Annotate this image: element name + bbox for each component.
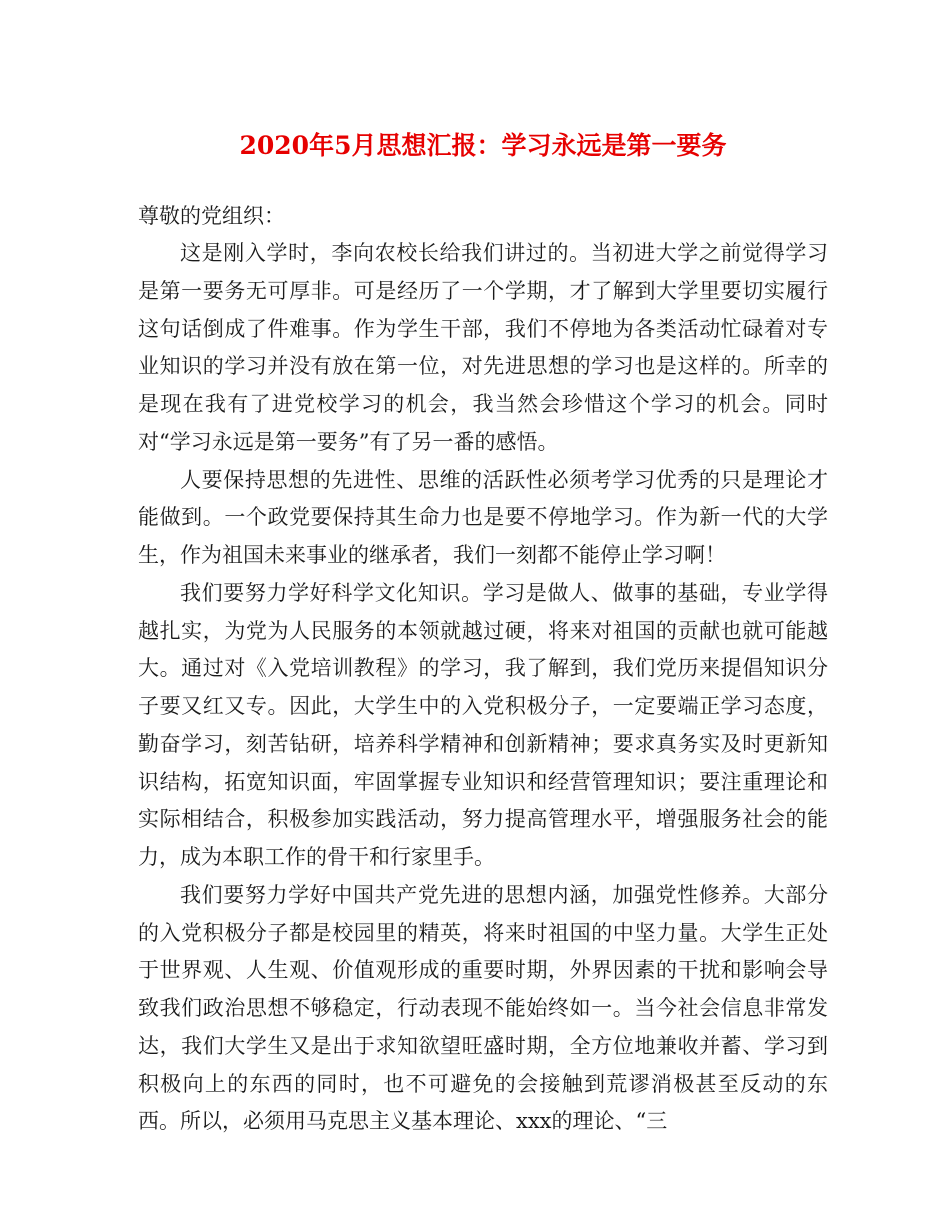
salutation: 尊敬的党组织： xyxy=(138,204,285,228)
paragraph: 我们要努力学好中国共产党先进的思想内涵，加强党性修养。大部分的入党积极分子都是校园里的精英，将来时祖国的中坚力量。大学生正处于世界观、人生观、价值观形成的重要时期，外界因素的干扰和影响会导致我们政治思想不够稳定，行动表现不能始终如一。当今社会信息非常发达，我们大学生又是出于求知欲望旺盛时期，全方位地兼收并蓄、学习到积极向上的东西的同时，也不可避免的会接触到荒谬消极甚至反动的东西。所以，必须用马克思主义基本理论、xxx的理论、“三 xyxy=(138,882,828,1134)
paragraph: 人要保持思想的先进性、思维的活跃性必须考学习优秀的只是理论才能做到。一个政党要保持其生命力也是要不停地学习。作为新一代的大学生，作为祖国未来事业的继承者，我们一刻都不能停止学习啊！ xyxy=(138,467,828,567)
document-title: 2020年5月思想汇报：学习永远是第一要务 xyxy=(239,131,727,160)
document-body xyxy=(138,235,828,1141)
paragraph: 这是刚入学时，李向农校长给我们讲过的。当初进大学之前觉得学习是第一要务无可厚非。可是经历了一个学期，才了解到大学里要切实履行这句话倒成了件难事。作为学生干部，我们不停地为各类活动忙碌着对专业知识的学习并没有放在第一位，对先进思想的学习也是这样的。所幸的是现在我有了进党校学习的机会，我当然会珍惜这个学习的机会。同时对“学习永远是第一要务”有了另一番的感悟。 xyxy=(138,241,828,454)
paragraph: 我们要努力学好科学文化知识。学习是做人、做事的基础，专业学得越扎实，为党为人民服务的本领就越过硬，将来对祖国的贡献也就可能越大。通过对《入党培训教程》的学习，我了解到，我们党历来提倡知识分子要又红又专。因此，大学生中的入党积极分子，一定要端正学习态度，勤奋学习，刻苦钻研，培养科学精神和创新精神；要求真务实及时更新知识结构，拓宽知识面，牢固掌握专业知识和经营管理知识；要注重理论和实际相结合，积极参加实践活动，努力提高管理水平，增强服务社会的能力，成为本职工作的骨干和行家里手。 xyxy=(138,580,828,869)
